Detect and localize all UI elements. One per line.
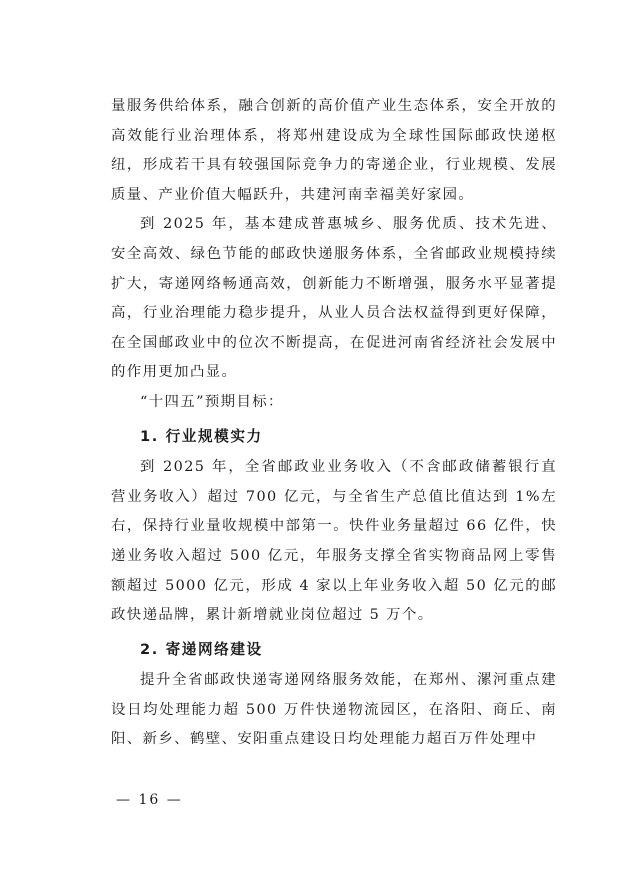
- paragraph-2025-goal: 到 2025 年，基本建成普惠城乡、服务优质、技术先进、安全高效、绿色节能的邮政快递服务体系，全省邮政业规模持续扩大，寄递网络畅通高效，创新能力不断增强，服务水平显著提高，行业治理能力稳步提升，从业人员合法权益得到更好保障，在全国邮政业中的位次不断提高，在促进河南省经济社会发展中的作用更加凸显。: [111, 216, 557, 381]
- section-heading-network-construction: 2. 寄递网络建设: [140, 640, 263, 658]
- section-heading-industry-scale: 1. 行业规模实力: [140, 427, 263, 445]
- paragraph-industry-scale: 到 2025 年，全省邮政业业务收入（不含邮政储蓄银行直营业务收入）超过 700 亿元，与全省生产总值比值达到 1%左右，保持行业量收规模中部第一。快件业务量超过 66 亿件，快递业务收入超过 500 亿元，年服务支撑全省实物商品网上零售额超过 5000 亿元，形成 4 家以上年业务收入超 50 亿元的邮政快递品牌，累计新增就业岗位超过 5 万个。: [111, 459, 557, 624]
- paragraph-continuation: 量服务供给体系，融合创新的高价值产业生态体系，安全开放的高效能行业治理体系，将郑州建设成为全球性国际邮政快递枢纽，形成若干具有较强国际竞争力的寄递企业，行业规模、发展质量、产业价值大幅跃升，共建河南幸福美好家园。: [111, 98, 557, 203]
- page-body: [111, 92, 557, 755]
- page-number: — 16 —: [116, 792, 183, 808]
- paragraph-14th-plan-targets: “十四五”预期目标：: [140, 393, 284, 410]
- paragraph-network-construction: 提升全省邮政快递寄递网络服务效能，在郑州、漯河重点建设日均处理能力超 500 万件快递物流园区，在洛阳、商丘、南阳、新乡、鹤壁、安阳重点建设日均处理能力超百万件处理中: [111, 672, 557, 748]
